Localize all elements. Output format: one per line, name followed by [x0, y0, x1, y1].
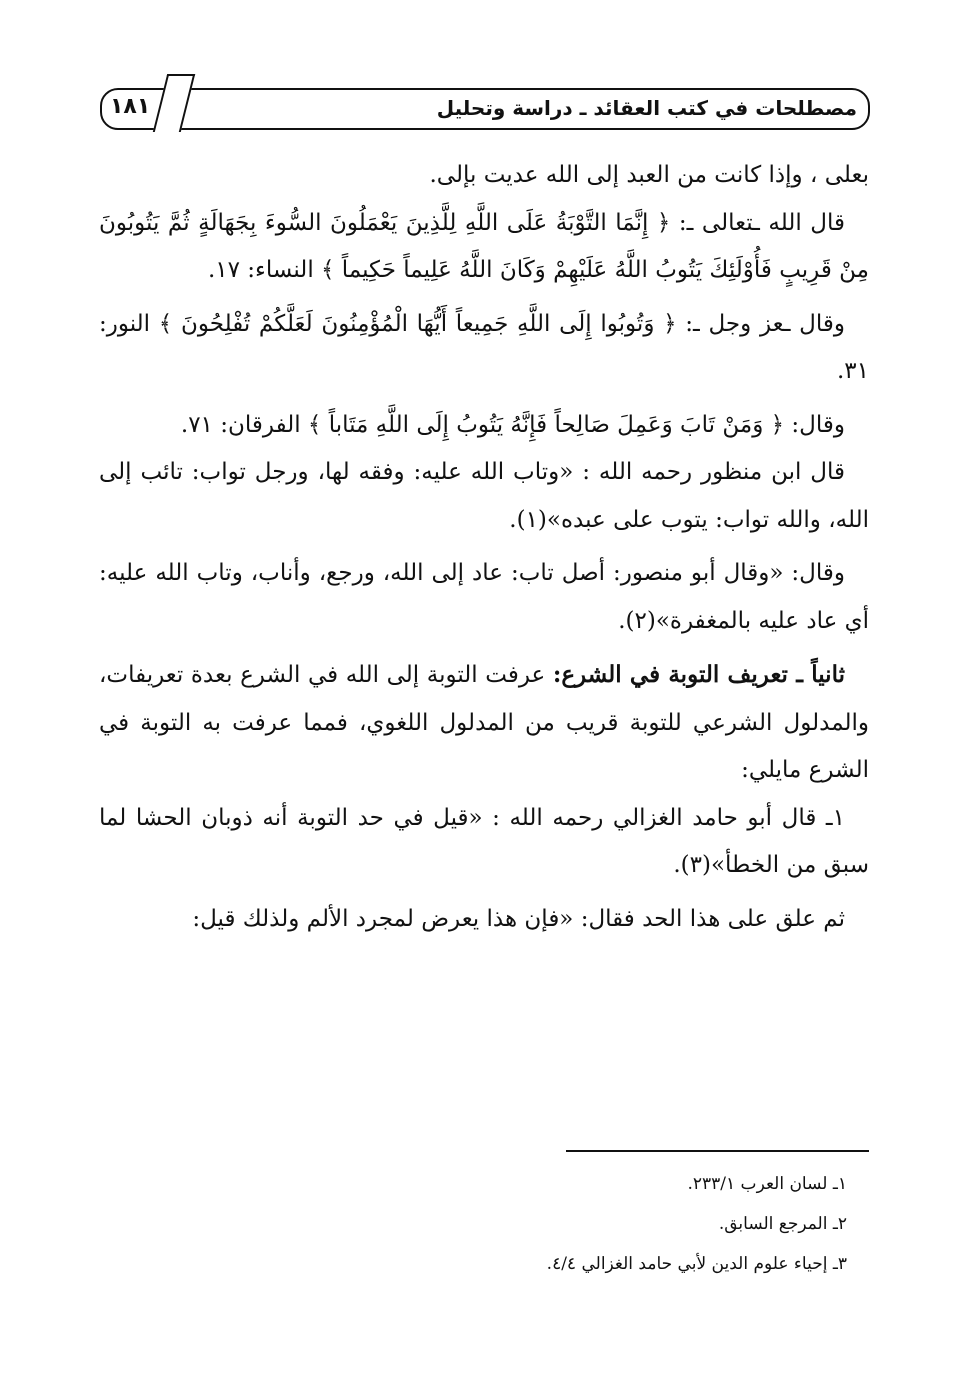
paragraph-8: ١ـ قال أبو حامد الغزالي رحمه الله : «قيل في حد التوبة أنه ذوبان الحشا لما سبق من الخطأ»(٣). [99, 804, 869, 878]
running-header-title: مصطلحات في كتب العقائد ـ دراسة وتحليل [436, 96, 857, 120]
paragraph-1: بعلى ، وإذا كانت من العبد إلى الله عديت بإلى. [429, 162, 869, 188]
paragraph-9: ثم علق على هذا الحد فقال: «فإن هذا يعرض لمجرد الألم ولذلك قيل: [192, 905, 845, 932]
main-text [99, 152, 869, 943]
section-text: عرفت التوبة إلى الله في الشرع بعدة تعريفات، والمدلول الشرعي للتوبة قريب من المدلول اللغوي، فمما عرفت به التوبة في الشرع مايلي: [99, 662, 869, 783]
footnote-1: ١ـ لسان العرب ٢٣٣/١. [687, 1174, 847, 1194]
paragraph-6: وقال: «وقال أبو منصور: أصل تاب: عاد إلى الله، ورجع، وأناب، وتاب الله عليه: أي عاد عليه بالمغفرة»(٢). [99, 560, 869, 634]
paragraph-3: وقال ـعز وجل ـ: ﴿ وَتُوبُوا إِلَى اللَّهِ جَمِيعاً أَيُّهَا الْمُؤْمِنُونَ لَعَلَّكُمْ تُفْلِحُونَ ﴾ النور: ٣١. [99, 310, 869, 384]
footnotes [547, 1164, 847, 1284]
paragraph-5: قال ابن منظور رحمه الله : «وتاب الله عليه: وفقه لها، ورجل تواب: تائب إلى الله، والله تواب: يتوب على عبده»(١). [99, 459, 869, 533]
footnote-3: ٣ـ إحياء علوم الدين لأبي حامد الغزالي ٤/٤. [546, 1254, 847, 1274]
footnote-separator [566, 1150, 869, 1152]
paragraph-7 [99, 651, 869, 795]
section-heading: ثانياً ـ تعريف التوبة في الشرع: [552, 661, 845, 688]
page-number: ١٨١ [110, 94, 151, 119]
paragraph-4: وقال: ﴿ وَمَنْ تَابَ وَعَمِلَ صَالِحاً فَإِنَّهُ يَتُوبُ إِلَى اللَّهِ مَتَاباً ﴾ الفرقان: ٧١. [180, 411, 845, 438]
footnote-2: ٢ـ المرجع السابق. [718, 1214, 847, 1234]
paragraph-2: قال الله ـتعالى ـ: ﴿ إِنَّمَا التَّوْبَةُ عَلَى اللَّهِ لِلَّذِينَ يَعْمَلُونَ السُّوءَ بِجَهَالَةٍ ثُمَّ يَتُوبُونَ مِنْ قَرِيبٍ فَأُوْلَئِكَ يَتُوبُ اللَّهُ عَلَيْهِمْ وَكَانَ اللَّهُ عَلِيماً حَكِيماً ﴾ النساء: ١٧. [99, 209, 869, 283]
